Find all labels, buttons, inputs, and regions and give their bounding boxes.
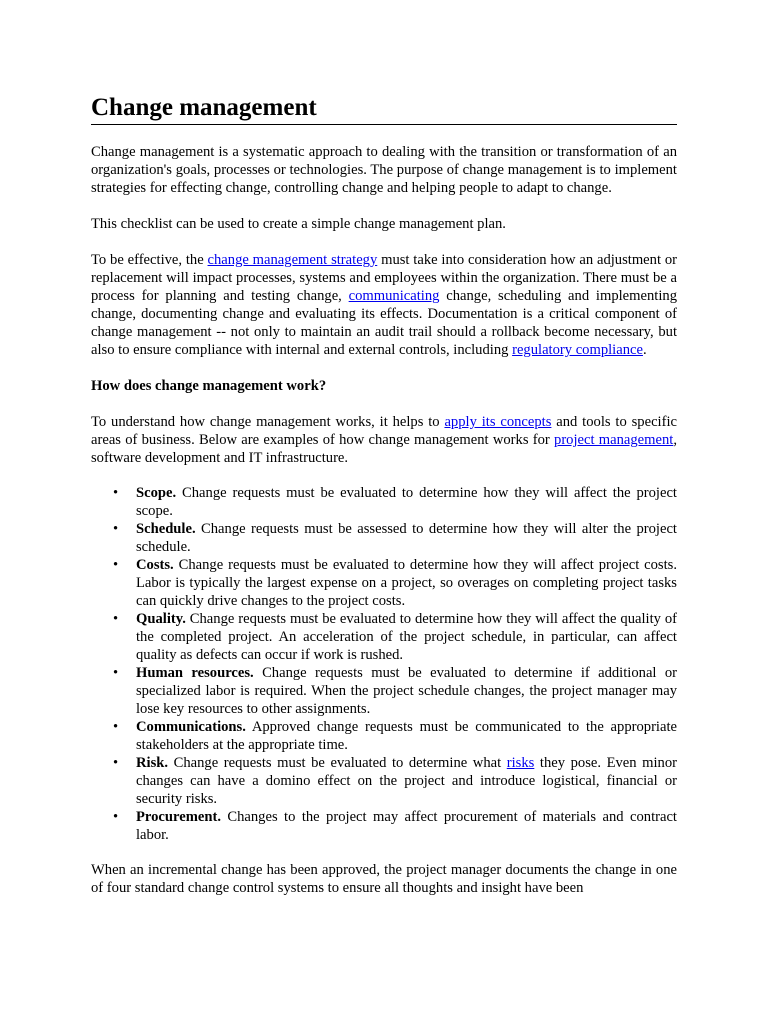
- list-item-communications: [113, 718, 677, 754]
- project-management-link[interactable]: project management: [554, 432, 674, 448]
- list-item-text: Change requests must be evaluated to determine what: [168, 755, 507, 771]
- list-item-text: they pose. Even minor changes can have a domino effect on the project and introduce logistical, financial or security risks.: [136, 755, 677, 807]
- regulatory-compliance-link[interactable]: regulatory compliance: [512, 342, 643, 358]
- list-item-term: Schedule.: [136, 521, 196, 537]
- list-item-risk: [113, 754, 677, 808]
- list-item-term: Communications.: [136, 719, 246, 735]
- bullet-icon: •: [113, 485, 119, 501]
- effective-text-4: .: [642, 342, 647, 358]
- change-management-strategy-link[interactable]: change management strategy: [207, 252, 378, 268]
- intro-paragraph: Change management is a systematic approach to dealing with the transition or transformation of an organization's goals, processes or technologies. The purpose of change management is to implement strategies for effecting change, controlling change and helping people to adapt to change.: [91, 144, 677, 196]
- bullet-icon: •: [113, 611, 119, 627]
- bullet-icon: •: [113, 665, 119, 681]
- closing-paragraph: When an incremental change has been approved, the project manager documents the change in one of four standard change control systems to ensure all thoughts and insight have been: [91, 862, 677, 896]
- list-item-human-resources: [113, 664, 678, 718]
- how-text-1: To understand how change management works, it helps to: [91, 414, 445, 430]
- list-item-text: Changes to the project may affect procurement of materials and contract labor.: [136, 809, 677, 843]
- list-item-text: Approved change requests must be communicated to the appropriate stakeholders at the appropriate time.: [136, 719, 677, 753]
- effective-paragraph: [91, 251, 677, 359]
- bullet-icon: •: [113, 755, 119, 771]
- apply-its-concepts-link[interactable]: apply its concepts: [444, 414, 552, 430]
- list-item-procurement: [113, 808, 677, 844]
- effective-text-3: change, scheduling and implementing change, documenting change and evaluating its effects. Documentation is a critical component of change management -- not only to maintain an audit trail should a rollback become necessary, but also to ensure compliance with internal and external controls, including: [91, 288, 677, 358]
- effective-text-2: must take into consideration how an adjustment or replacement will impact processes, systems and employees within the organization. There must be a process for planning and testing change,: [91, 252, 677, 304]
- list-item-term: Scope.: [136, 485, 177, 501]
- document-page: [91, 93, 677, 897]
- bullet-icon: •: [113, 719, 119, 735]
- list-item-quality: [113, 610, 677, 664]
- bullet-icon: •: [113, 521, 119, 537]
- list-item-schedule: [113, 520, 677, 556]
- list-item-costs: [113, 556, 677, 610]
- list-item-term: Risk.: [136, 755, 169, 771]
- list-item-text: Change requests must be assessed to determine how they will alter the project schedule.: [136, 521, 677, 555]
- how-paragraph: [91, 413, 677, 467]
- checklist-note: This checklist can be used to create a simple change management plan.: [91, 216, 506, 232]
- how-text-2: and tools to specific areas of business. Below are examples of how change management works for: [91, 414, 677, 448]
- how-heading: How does change management work?: [91, 378, 327, 394]
- effective-text-1: To be effective, the: [91, 252, 208, 268]
- risks-link[interactable]: risks: [506, 755, 535, 771]
- list-item-text: Change requests must be evaluated to determine how they will affect the project scope.: [136, 485, 677, 519]
- bullet-icon: •: [113, 557, 119, 573]
- communicating-link[interactable]: communicating: [348, 288, 440, 304]
- list-item-term: Costs.: [136, 557, 174, 573]
- list-item-text: Change requests must be evaluated to determine how they will affect project costs. Labor is typically the largest expense on a project, so overages on completing project tasks can quickly drive changes to the project costs.: [136, 557, 677, 609]
- list-item-text: Change requests must be evaluated to determine how they will affect the quality of the completed project. An acceleration of the project schedule, in particular, can affect quality as defects can occur if work is rushed.: [136, 611, 677, 663]
- list-item-term: Human resources.: [136, 665, 254, 681]
- list-item-text: Change requests must be evaluated to determine if additional or specialized labor is required. When the project schedule changes, the project manager may lose key resources to other assignments.: [136, 665, 678, 717]
- bullet-icon: •: [113, 809, 119, 825]
- list-item-scope: [113, 484, 677, 520]
- list-item-term: Quality.: [136, 611, 186, 627]
- how-text-3: , software development and IT infrastructure.: [91, 432, 677, 466]
- page-title: Change management: [91, 93, 677, 125]
- list-item-term: Procurement.: [136, 809, 221, 825]
- change-areas-list: [91, 484, 677, 844]
